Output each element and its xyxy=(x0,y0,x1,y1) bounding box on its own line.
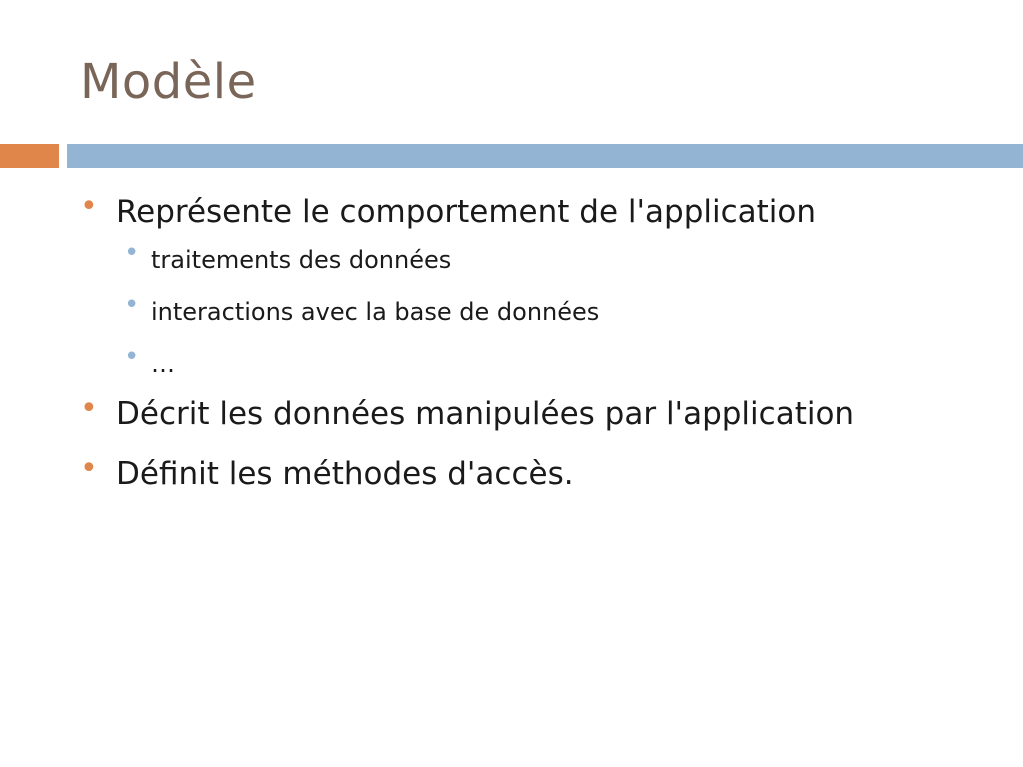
blue-dot-icon: • xyxy=(124,290,140,320)
bullet-text: Représente le comportement de l'application xyxy=(116,194,817,230)
blue-dot-icon: • xyxy=(124,342,140,372)
sub-bullet-item xyxy=(80,344,1010,384)
slide-title: Modèle xyxy=(80,54,257,110)
orange-dot-icon: • xyxy=(80,391,98,426)
bullet-text: Définit les méthodes d'accès. xyxy=(116,456,574,492)
sub-bullet-text: … xyxy=(151,350,175,378)
blue-dot-icon: • xyxy=(124,238,140,268)
sub-bullet-text: traitements des données xyxy=(151,246,452,274)
sub-bullet-item xyxy=(80,240,1010,280)
bullet-item xyxy=(80,392,1010,436)
title-divider-orange xyxy=(0,144,59,168)
sub-bullet-item xyxy=(80,292,1010,332)
title-divider-blue xyxy=(67,144,1023,168)
bullet-text: Décrit les données manipulées par l'application xyxy=(116,396,855,432)
orange-dot-icon: • xyxy=(80,451,98,486)
sub-bullet-text: interactions avec la base de données xyxy=(151,298,600,326)
orange-dot-icon: • xyxy=(80,189,98,224)
bullet-item xyxy=(80,190,1010,234)
bullet-item xyxy=(80,452,1010,496)
bullet-list xyxy=(80,190,1010,502)
